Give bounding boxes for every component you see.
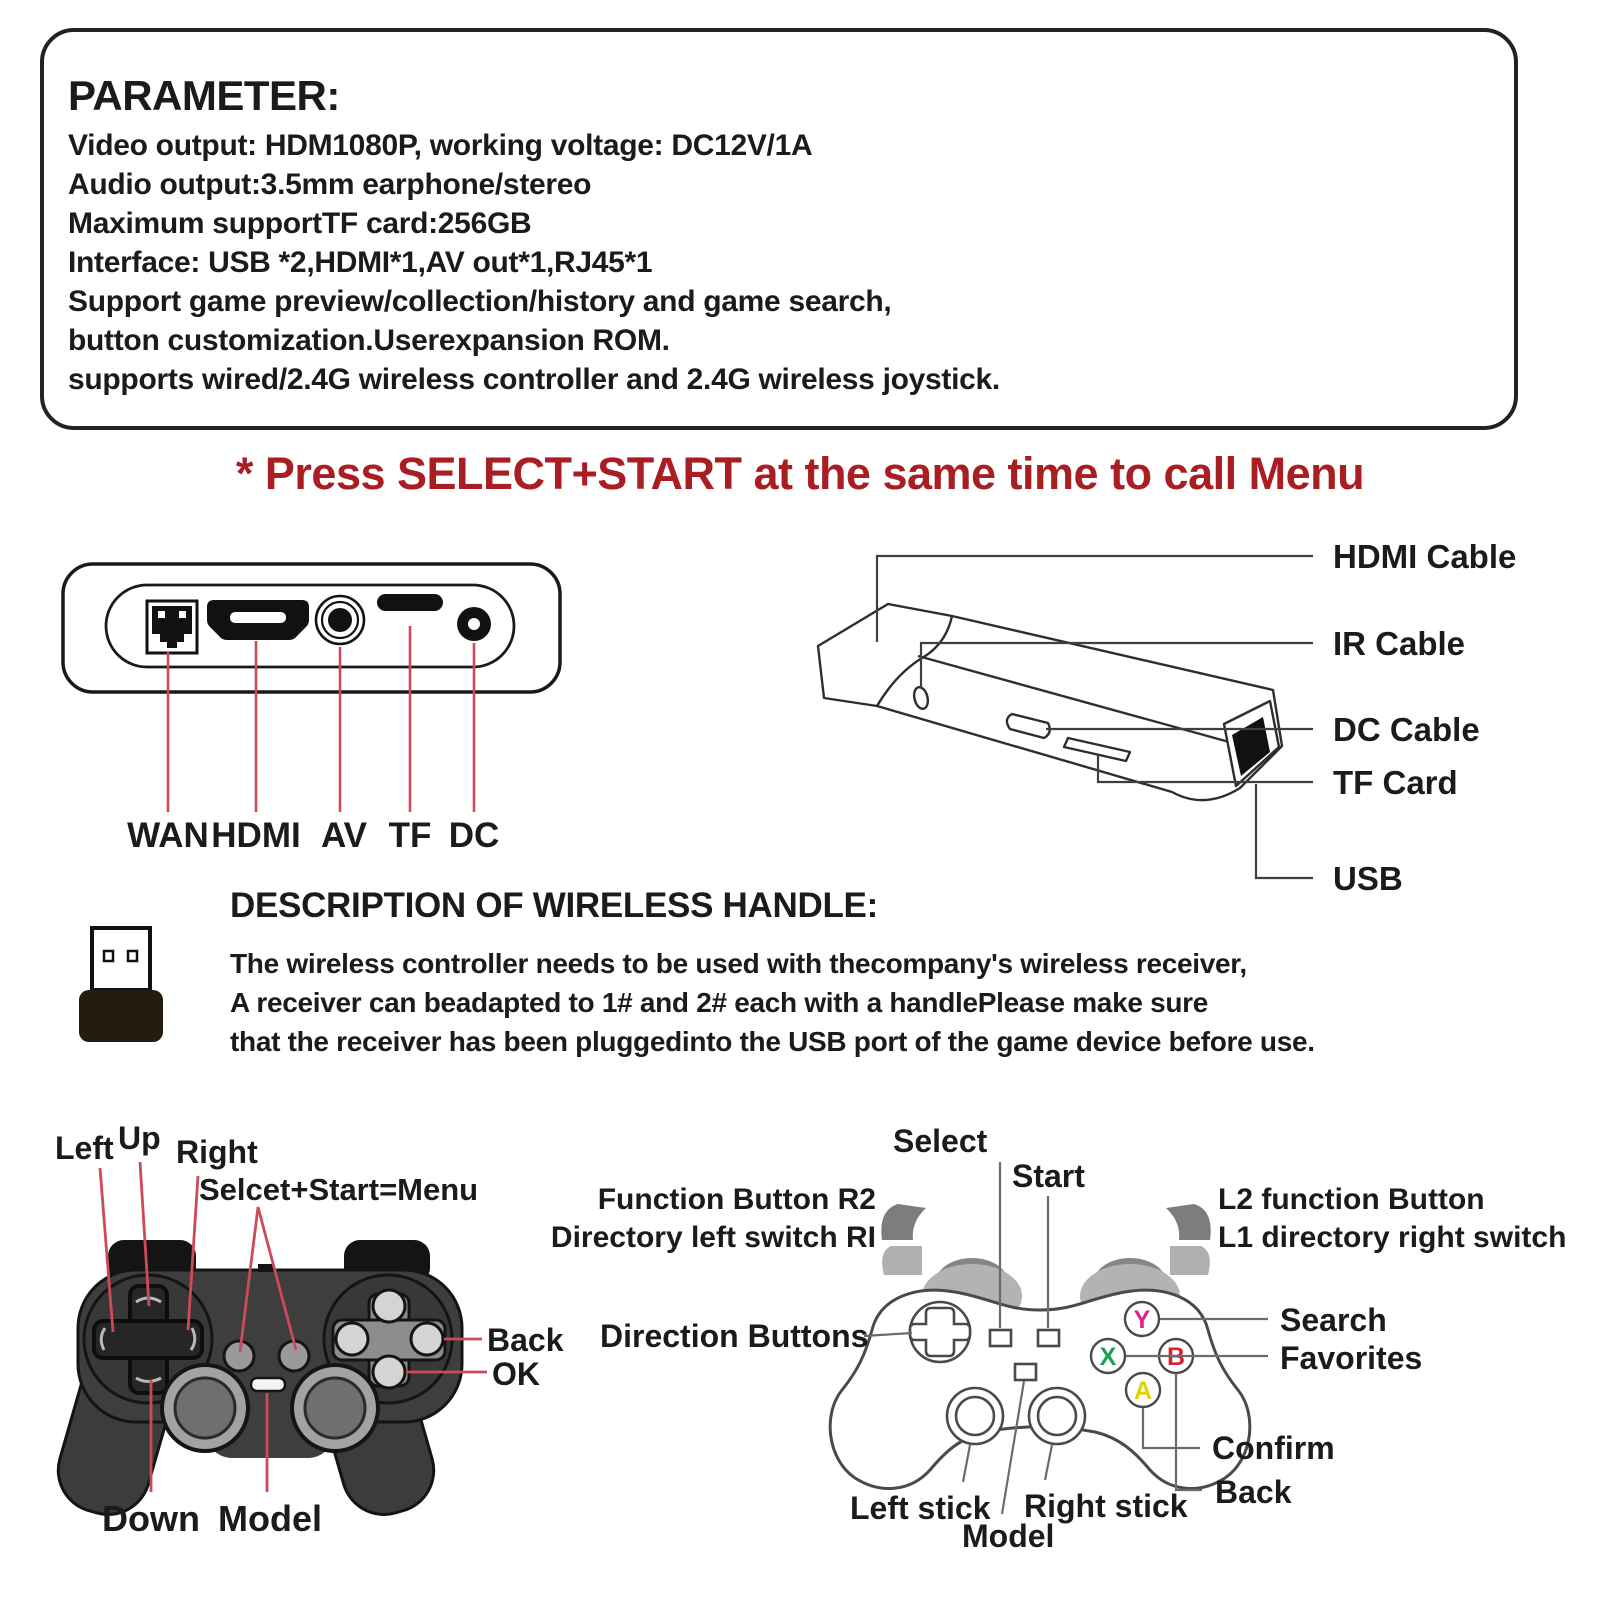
- wireless-section-text: [230, 944, 1315, 1061]
- label-select: Select: [893, 1123, 988, 1159]
- label-up: Up: [118, 1120, 161, 1156]
- wireless-text-line: that the receiver has been pluggedinto the USB port of the game device before use.: [230, 1026, 1315, 1057]
- label-search: Search: [1280, 1302, 1387, 1338]
- label-right-stick: Right stick: [1024, 1488, 1188, 1524]
- port-label-tf: TF: [388, 816, 432, 855]
- r1-trigger-icon: [882, 1246, 922, 1275]
- dc-jack-icon: [457, 607, 491, 641]
- cable-label-usb: USB: [1333, 860, 1403, 897]
- wireless-text-line: A receiver can beadapted to 1# and 2# each with a handlePlease make sure: [230, 987, 1209, 1018]
- left-analog-stick: [162, 1365, 248, 1451]
- parameter-line: Audio output:3.5mm earphone/stereo: [68, 168, 592, 201]
- south-button: [373, 1356, 405, 1388]
- av-jack-icon: [316, 596, 364, 644]
- white-dpad: [910, 1302, 970, 1362]
- wireless-text-line: The wireless controller needs to be used with thecompany's wireless receiver,: [230, 948, 1247, 979]
- port-label-av: AV: [320, 816, 368, 855]
- gamepad-top-notch: [258, 1264, 274, 1272]
- cable-label-ir: IR Cable: [1333, 625, 1466, 662]
- label-function-r2: Function Button R2: [597, 1183, 876, 1216]
- east-button: [411, 1323, 443, 1355]
- tf-slot-icon: [377, 594, 443, 611]
- white-right-stick: [1029, 1388, 1085, 1444]
- port-label-hdmi: HDMI: [211, 816, 301, 855]
- parameter-title: PARAMETER:: [68, 72, 340, 119]
- a-button-letter: A: [1133, 1377, 1153, 1405]
- model-pill: [251, 1378, 285, 1391]
- west-button: [336, 1323, 368, 1355]
- menu-note: * Press SELECT+START at the same time to call Menu: [235, 448, 1365, 499]
- wan-port-icon: [147, 601, 197, 653]
- north-button: [373, 1290, 405, 1322]
- port-label-wan: WAN: [127, 816, 209, 855]
- cable-label-dc: DC Cable: [1333, 711, 1480, 748]
- label-directory-r1: Directory left switch RI: [550, 1221, 876, 1254]
- parameter-line: Video output: HDM1080P, working voltage: DC12V/1A: [68, 129, 813, 162]
- x-button-letter: X: [1099, 1343, 1117, 1371]
- ports-diagram: [50, 540, 590, 830]
- parameter-line: button customization.Userexpansion ROM.: [68, 324, 670, 357]
- label-favorites: Favorites: [1280, 1340, 1423, 1376]
- start-square: [1038, 1330, 1059, 1346]
- label-left: Left: [55, 1130, 114, 1166]
- select-square: [990, 1330, 1011, 1346]
- parameter-lines: [68, 126, 1000, 399]
- stick-diagram: [790, 520, 1320, 920]
- parameter-line: Interface: USB *2,HDMI*1,AV out*1,RJ45*1: [68, 246, 653, 279]
- l2-trigger-icon: [1166, 1204, 1211, 1240]
- wireless-section-title: DESCRIPTION OF WIRELESS HANDLE:: [230, 886, 878, 925]
- label-l2: L2 function Button: [1218, 1183, 1485, 1216]
- white-left-stick: [947, 1388, 1003, 1444]
- y-button-letter: Y: [1133, 1306, 1151, 1334]
- stick-body-outline: [818, 604, 1282, 800]
- label-ok: OK: [492, 1356, 540, 1392]
- label-l1: L1 directory right switch: [1218, 1221, 1567, 1254]
- label-start: Start: [1012, 1158, 1085, 1194]
- label-left-stick: Left stick: [850, 1490, 991, 1526]
- select-button: [224, 1341, 254, 1371]
- label-model-right-pad: Model: [962, 1518, 1055, 1554]
- label-model-left-pad: Model: [218, 1498, 322, 1539]
- cable-label-hdmi: HDMI Cable: [1333, 538, 1517, 575]
- label-back-right-pad: Back: [1215, 1474, 1292, 1510]
- label-right: Right: [176, 1134, 258, 1170]
- usb-receiver-icon: [60, 915, 190, 1055]
- hdmi-port-icon: [207, 600, 309, 640]
- model-square: [1015, 1364, 1036, 1380]
- label-back-left-pad: Back: [487, 1322, 564, 1358]
- parameter-line: supports wired/2.4G wireless controller and 2.4G wireless joystick.: [68, 363, 1000, 396]
- label-confirm: Confirm: [1212, 1430, 1335, 1466]
- l1-trigger-icon: [1170, 1246, 1210, 1275]
- cable-label-tf: TF Card: [1333, 764, 1458, 801]
- label-select-start-menu: Selcet+Start=Menu: [199, 1172, 479, 1207]
- r2-trigger-icon: [881, 1204, 926, 1240]
- label-down: Down: [102, 1498, 200, 1539]
- label-direction-buttons: Direction Buttons: [600, 1318, 869, 1354]
- right-analog-stick: [292, 1365, 378, 1451]
- b-button-letter: B: [1166, 1343, 1186, 1371]
- parameter-line: Support game preview/collection/history and game search,: [68, 285, 892, 318]
- parameter-line: Maximum supportTF card:256GB: [68, 207, 532, 240]
- port-label-dc: DC: [448, 816, 500, 855]
